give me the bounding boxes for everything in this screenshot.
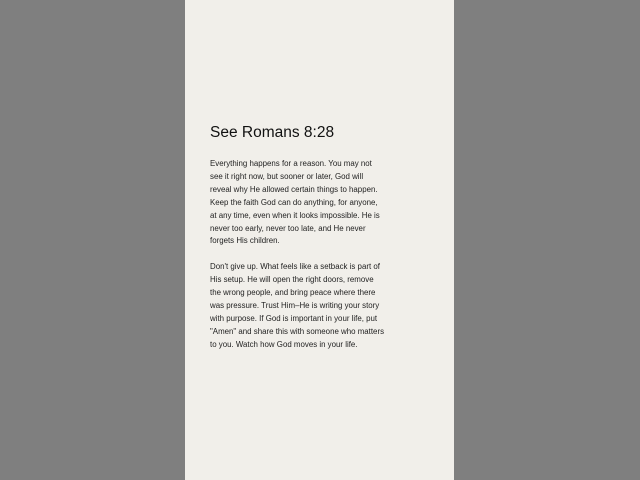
- post-paragraph-1: Everything happens for a reason. You may not see it right now, but sooner or later, God will reveal why He allowed certain things to happen. Keep the faith God can do anything, for anyone, at any time, even when it looks impossible. He is never too early, never too late, and He never forgets His children.: [210, 159, 380, 246]
- post-card: [185, 0, 454, 480]
- right-letterbox: [454, 0, 640, 480]
- post-title: See Romans 8:28: [210, 124, 335, 141]
- post-paragraph-2: Don't give up. What feels like a setback is part of His setup. He will open the right doors, remove the wrong people, and bring peace where there was pressure. Trust Him–He is writing your story with purpose. If God is important in your life, put "Amen" and share this with someone who matters to you. Watch how God moves in your life.: [210, 262, 385, 349]
- left-letterbox: [0, 0, 185, 480]
- post-body: [210, 158, 386, 364]
